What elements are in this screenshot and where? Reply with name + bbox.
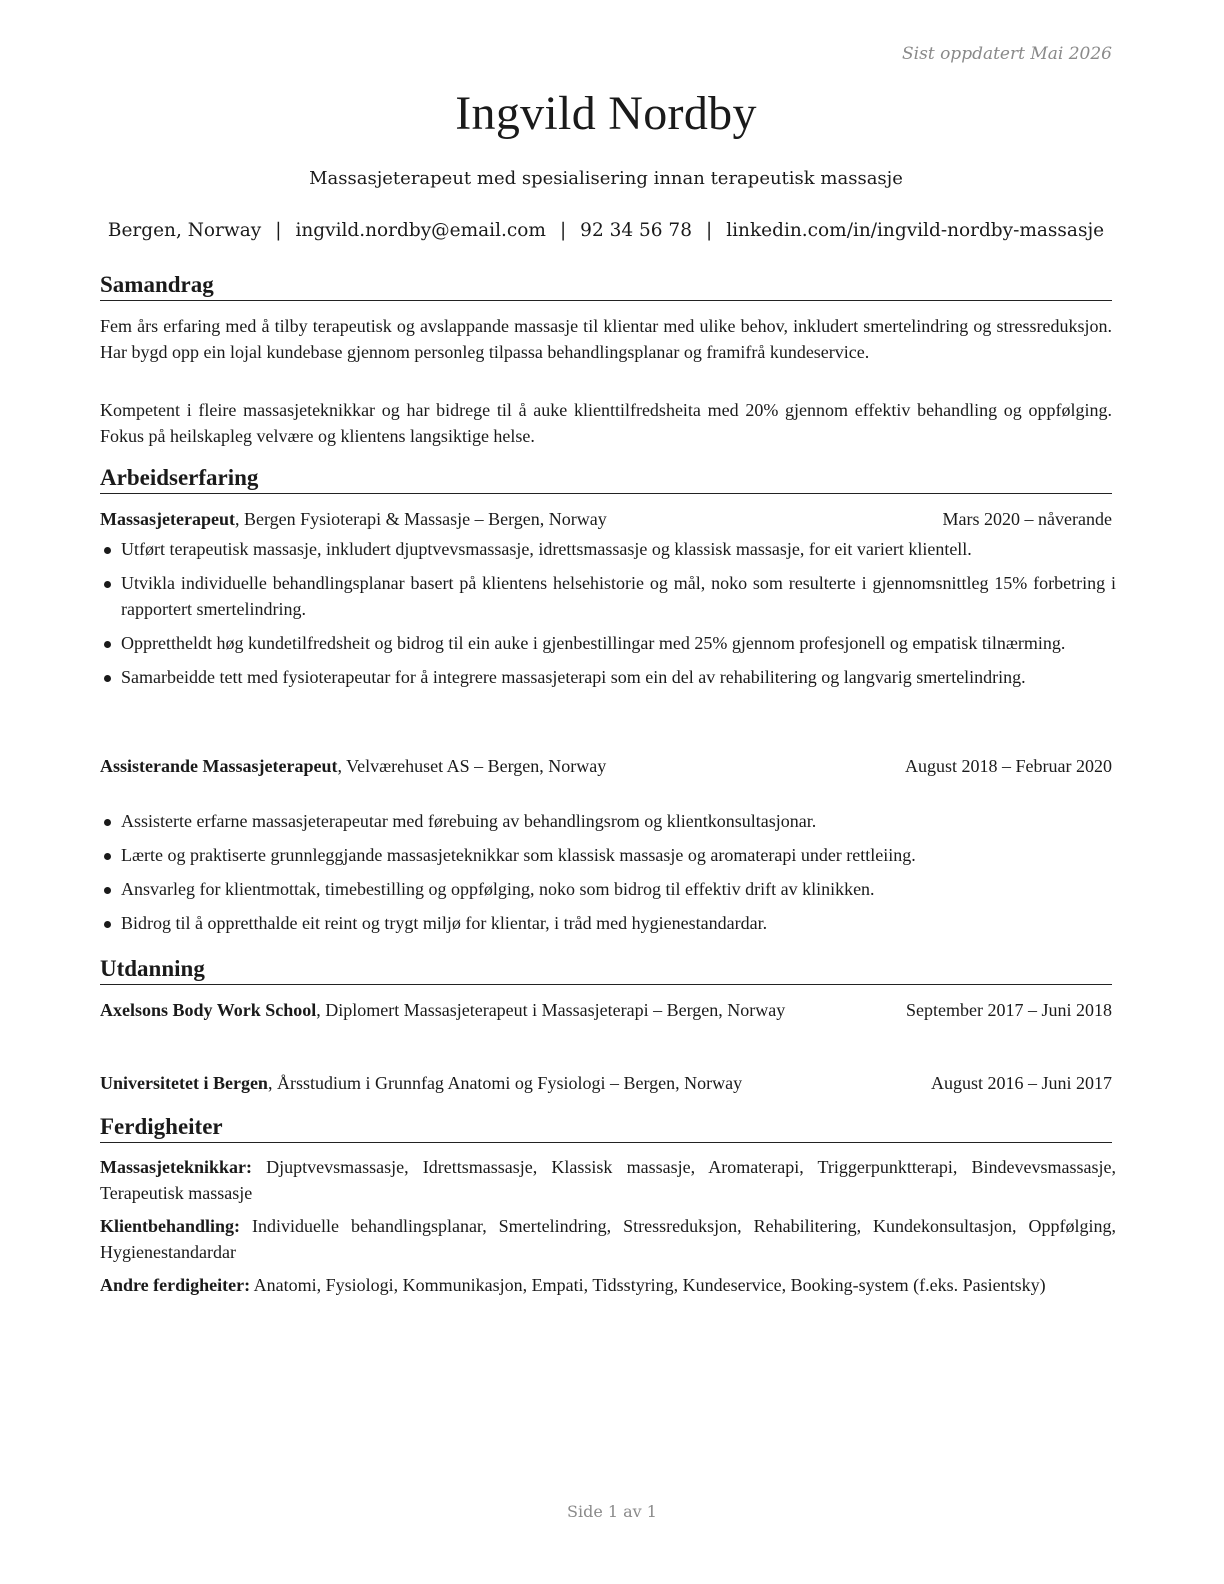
list-item: Opprettheldt høg kundetilfredsheit og bidrog til ein auke i gjenbestillingar med 25% gjennom profesjonell og empatisk tilnærming. bbox=[100, 631, 1112, 657]
education-detail: , Årsstudium i Grunnfag Anatomi og Fysiologi – Bergen, Norway bbox=[267, 1073, 743, 1093]
education-dates: August 2016 – Juni 2017 bbox=[930, 1073, 1112, 1093]
skill-text: Anatomi, Fysiologi, Kommunikasjon, Empati, Tidsstyring, Kundeservice, Booking-system (f.eks. Pasientsky) bbox=[250, 1275, 1046, 1295]
contact-separator: | bbox=[275, 220, 282, 241]
list-item: Ansvarleg for klientmottak, timebestilling og oppfølging, noko som bidrog til effektiv drift av klinikken. bbox=[100, 877, 1116, 903]
job-dates: August 2018 – Februar 2020 bbox=[905, 756, 1112, 776]
section-title-education: Utdanning bbox=[100, 955, 1112, 985]
skill-text: Djuptvevsmassasje, Idrettsmassasje, Klassisk massasje, Aromaterapi, Triggerpunktterapi, Bindevevsmassasje, Terapeutisk massasje bbox=[100, 1157, 1116, 1203]
skill-text: Individuelle behandlingsplanar, Smertelindring, Stressreduksjon, Rehabilitering, Kundekonsultasjon, Oppfølging, Hygienestandardar bbox=[100, 1216, 1116, 1262]
education-detail: , Diplomert Massasjeterapeut i Massasjeterapi – Bergen, Norway bbox=[316, 1000, 786, 1020]
list-item: Samarbeidde tett med fysioterapeutar for å integrere massasjeterapi som ein del av rehabilitering og langvarig smertelindring. bbox=[100, 665, 1112, 691]
job-bullets bbox=[100, 537, 1116, 699]
contact-email[interactable]: ingvild.nordby@email.com bbox=[295, 220, 546, 241]
job-role: Assisterande Massasjeterapeut bbox=[100, 756, 338, 776]
education-school: Axelsons Body Work School bbox=[100, 1000, 317, 1020]
candidate-name: Ingvild Nordby bbox=[455, 87, 757, 140]
skill-group bbox=[100, 1155, 1116, 1206]
skill-group bbox=[100, 1273, 1116, 1299]
contact-line bbox=[100, 220, 1112, 241]
job-header bbox=[100, 754, 1112, 780]
summary-paragraph: Kompetent i fleire massasjeteknikkar og har bidrege til å auke klienttilfredsheita med 20% gjennom effektiv behandling og oppfølging. Fokus på heilskapleg velvære og klientens langsiktige helse. bbox=[100, 400, 1112, 446]
contact-separator: | bbox=[559, 220, 567, 241]
section-title-skills: Ferdigheiter bbox=[100, 1113, 1112, 1143]
job-bullets bbox=[100, 809, 1116, 945]
skill-group bbox=[100, 1214, 1116, 1265]
contact-location: Bergen, Norway bbox=[107, 220, 262, 241]
job-header bbox=[100, 507, 1112, 533]
list-item: Utvikla individuelle behandlingsplanar basert på klientens helsehistorie og mål, noko som resulterte i gjennomsnittleg 15% forbetring i rapportert smertelindring. bbox=[100, 571, 1116, 622]
education-item bbox=[100, 1071, 1112, 1097]
job-place: , Velværehuset AS – Bergen, Norway bbox=[337, 756, 607, 776]
contact-separator: | bbox=[705, 220, 713, 241]
list-item: Bidrog til å oppretthalde eit reint og trygt miljø for klientar, i tråd med hygienestandardar. bbox=[100, 911, 1116, 937]
education-item bbox=[100, 998, 1112, 1024]
list-item: Utført terapeutisk massasje, inkludert djuptvevsmassasje, idrettsmassasje og klassisk massasje, for eit variert klientell. bbox=[100, 537, 1116, 563]
job-role: Massasjeterapeut bbox=[100, 509, 235, 529]
section-title-experience: Arbeidserfaring bbox=[100, 464, 1112, 494]
section-title-summary: Samandrag bbox=[100, 271, 1112, 301]
skill-label: Massasjeteknikkar: bbox=[100, 1157, 252, 1177]
list-item: Assisterte erfarne massasjeterapeutar med førebuing av behandlingsrom og klientkonsultasjonar. bbox=[100, 809, 1116, 835]
candidate-headline: Massasjeterapeut med spesialisering innan terapeutisk massasje bbox=[309, 168, 903, 189]
skill-label: Andre ferdigheiter: bbox=[100, 1275, 251, 1295]
skill-label: Klientbehandling: bbox=[100, 1216, 241, 1236]
page-number: Side 1 av 1 bbox=[567, 1502, 657, 1521]
contact-phone[interactable]: 92 34 56 78 bbox=[580, 220, 692, 241]
last-updated: Sist oppdatert Mai 2026 bbox=[902, 44, 1112, 64]
job-dates: Mars 2020 – nåverande bbox=[942, 509, 1112, 529]
list-item: Lærte og praktiserte grunnleggjande massasjeteknikkar som klassisk massasje og aromaterapi under rettleiing. bbox=[100, 843, 1116, 869]
summary-paragraph: Fem års erfaring med å tilby terapeutisk og avslappande massasje til klientar med ulike behov, inkludert smertelindring og stressreduksjon. Har bygd opp ein lojal kundebase gjennom personleg tilpassa behandlingsplanar og framifrå kundeservice. bbox=[100, 316, 1112, 362]
education-dates: September 2017 – Juni 2018 bbox=[906, 1000, 1112, 1020]
education-school: Universitetet i Bergen bbox=[100, 1073, 268, 1093]
contact-linkedin[interactable]: linkedin.com/in/ingvild-nordby-massasje bbox=[726, 220, 1105, 241]
job-place: , Bergen Fysioterapi & Massasje – Bergen, Norway bbox=[234, 509, 607, 529]
